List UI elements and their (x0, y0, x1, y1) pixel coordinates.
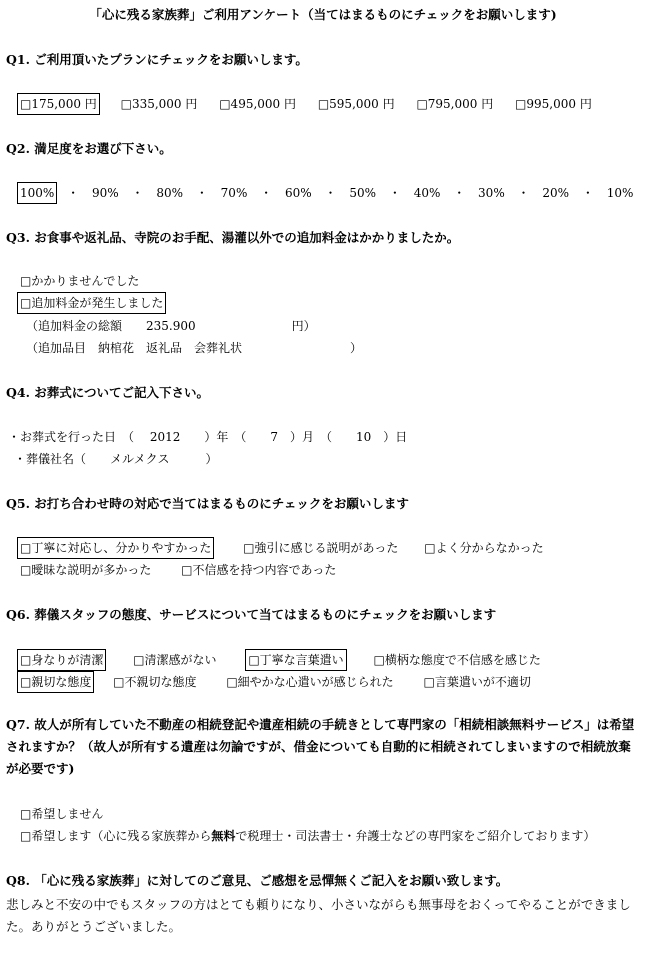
q3-option-extra-charge-label: □追加料金が発生しました (20, 296, 164, 310)
q6-option-not-clean[interactable]: □清潔感がない (133, 653, 217, 667)
q2-separator: ・ (67, 186, 80, 200)
q5-option-vague[interactable]: □曖昧な説明が多かった (20, 563, 152, 577)
q2-option-100[interactable]: 100% (20, 186, 55, 200)
q3-total-amount: （追加料金の総額 235.900 円） (26, 319, 316, 333)
q4-label: Q4. お葬式についてご記入下さい。 (6, 385, 210, 400)
q5-option-unclear[interactable]: □よく分からなかった (424, 541, 544, 555)
q5-row-1 (20, 540, 544, 556)
q2-option-30[interactable]: 30% (478, 186, 505, 200)
q6-option-polite-language[interactable]: □丁寧な言葉遣い (248, 653, 344, 667)
q4-funeral-date: ・お葬式を行った日 （ 2012 ）年 （ 7 ）月 （ 10 ）日 (8, 430, 408, 444)
q8-comment: 悲しみと不安の中でもスタッフの方はとても頼りになり、小さいながらも無事母をおくってやることができました。ありがとうございました。 (6, 897, 631, 934)
q2-separator: ・ (324, 186, 337, 200)
q2-label: Q2. 満足度をお選び下さい。 (6, 141, 172, 156)
q2-option-20[interactable]: 20% (542, 186, 570, 200)
q6-option-arrogant[interactable]: □横柄な態度で不信感を感じた (373, 653, 541, 667)
q5-option-distrust[interactable]: □不信感を持つ内容であった (181, 563, 337, 577)
q2-separator: ・ (131, 186, 144, 200)
q1-option-995000[interactable]: □995,000 円 (515, 97, 592, 111)
q3-option-no-charge[interactable]: □かかりませんでした (20, 274, 140, 288)
q2-option-80[interactable]: 80% (156, 186, 183, 200)
q7-option-decline[interactable]: □希望しません (20, 807, 104, 821)
q2-option-10[interactable]: 10% (606, 186, 634, 200)
q1-option-595000[interactable]: □595,000 円 (317, 97, 395, 111)
q6-row-2 (20, 674, 531, 690)
q6-option-unkind-attitude[interactable]: □不親切な態度 (113, 675, 197, 689)
q6-option-inappropriate-language[interactable]: □言葉遣いが不適切 (423, 675, 531, 689)
q6-option-neat-appearance[interactable]: □身なりが清潔 (20, 653, 104, 667)
q2-option-40[interactable]: 40% (413, 186, 441, 200)
q1-option-495000[interactable]: □495,000 円 (219, 97, 296, 111)
q7-option-accept-prefix: □希望します（心に残る家族葬から (20, 829, 212, 843)
q7-option-accept-suffix: で税理士・司法書士・弁護士などの専門家をご紹介しております） (235, 829, 596, 843)
q7-label: Q7. 故人が所有していた不動産の相続登記や遺産相続の手続きとして専門家の「相続相談無料サービス」は希望されますか？（故人が所有する遺産は勿論ですが、借金についても自動的に相続されてしまいますので相続放棄が必要です) (6, 717, 635, 776)
q1-label: Q1. ご利用頂いたプランにチェックをお願いします。 (6, 52, 308, 67)
q5-option-polite-clear[interactable]: □丁寧に対応し、分かりやすかった (20, 541, 212, 555)
q7-option-accept[interactable] (20, 828, 595, 844)
q3-extra-items: （追加品目 納棺花 返礼品 会葬礼状 ） (26, 341, 363, 355)
q5-row-2 (20, 562, 336, 578)
q1-option-335000[interactable]: □335,000 円 (120, 97, 198, 111)
q2-separator: ・ (260, 186, 273, 200)
q1-options (20, 96, 592, 112)
q1-option-175000[interactable]: □175,000 円 (20, 97, 97, 111)
q1-option-795000[interactable]: □795,000 円 (416, 97, 494, 111)
q3-label: Q3. お食事や返礼品、寺院のお手配、湯灌以外での追加料金はかかりましたか。 (6, 230, 460, 245)
q2-separator: ・ (581, 186, 594, 200)
q5-option-pushy[interactable]: □強引に感じる説明があった (243, 541, 399, 555)
q3-option-extra-charge[interactable] (20, 295, 163, 311)
q2-option-90[interactable]: 90% (91, 186, 119, 200)
q2-option-50[interactable]: 50% (349, 186, 377, 200)
q2-options (20, 185, 633, 201)
q6-option-attentive[interactable]: □細やかな心遣いが感じられた (226, 675, 394, 689)
q7-free-word: 無料 (211, 829, 236, 843)
q8-label: Q8. 「心に残る家族葬」に対してのご意見、ご感想を忌憚無くご記入をお願い致します。 (6, 873, 509, 888)
q2-option-60[interactable]: 60% (285, 186, 312, 200)
page-title: 「心に残る家族葬」ご利用アンケート（当てはまるものにチェックをお願いします) (89, 7, 557, 22)
q4-company-name: ・葬儀社名（ メルメクス ） (14, 452, 218, 466)
q2-separator: ・ (195, 186, 208, 200)
q6-option-kind-attitude[interactable]: □親切な態度 (20, 675, 92, 689)
q6-label: Q6. 葬儀スタッフの態度、サービスについて当てはまるものにチェックをお願いします (6, 607, 497, 622)
q5-label: Q5. お打ち合わせ時の対応で当てはまるものにチェックをお願いします (6, 496, 409, 511)
q6-row-1 (20, 652, 541, 668)
q2-separator: ・ (453, 186, 466, 200)
q2-separator: ・ (517, 186, 530, 200)
q2-separator: ・ (388, 186, 401, 200)
q2-option-70[interactable]: 70% (220, 186, 248, 200)
